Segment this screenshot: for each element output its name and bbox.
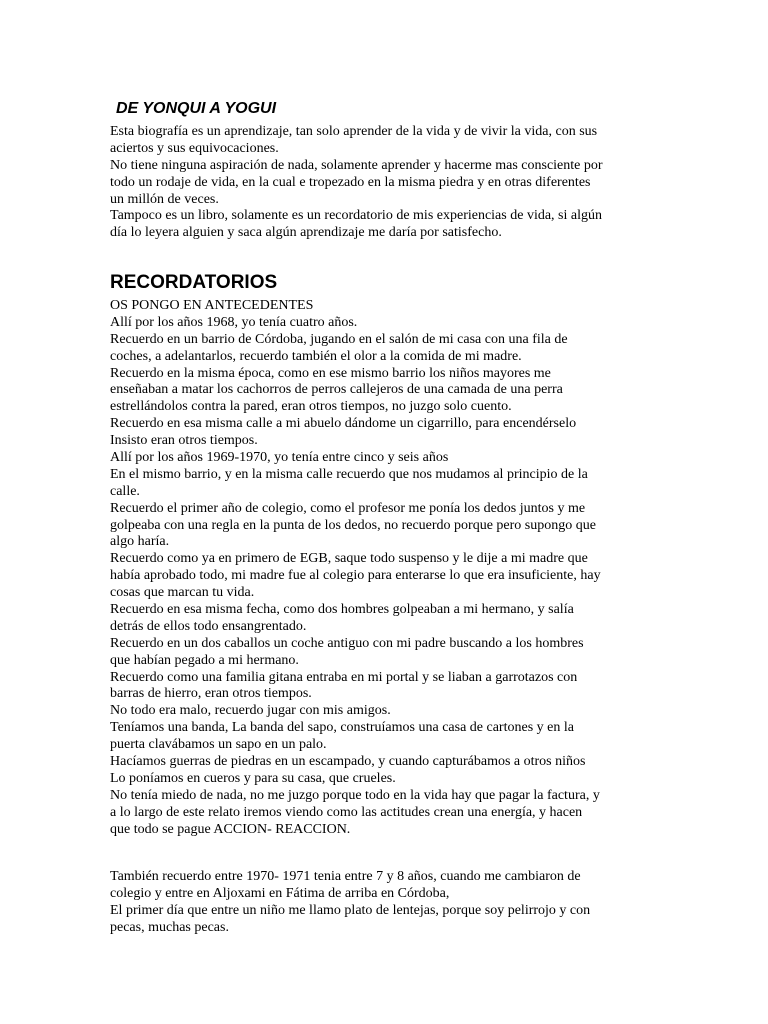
recordatorios-paragraph bbox=[110, 298, 601, 839]
text-line: No tiene ninguna aspiración de nada, solamente aprender y hacerme mas consciente por bbox=[110, 157, 603, 173]
text-line: Allí por los años 1968, yo tenía cuatro años. bbox=[110, 314, 358, 330]
text-line: OS PONGO EN ANTECEDENTES bbox=[110, 298, 314, 313]
text-line: todo un rodaje de vida, en la cual e tropezado en la misma piedra y en otras diferentes bbox=[110, 174, 591, 190]
text-line: detrás de ellos todo ensangrentado. bbox=[110, 618, 307, 634]
text-line: Recuerdo como una familia gitana entraba en mi portal y se liaban a garrotazos con bbox=[110, 669, 578, 685]
text-line: golpeaba con una regla en la punta de los dedos, no recuerdo porque pero supongo que bbox=[110, 517, 596, 533]
text-line: Lo poníamos en cueros y para su casa, que crueles. bbox=[110, 770, 396, 786]
text-line: Recuerdo en un barrio de Córdoba, jugando en el salón de mi casa con una fila de bbox=[110, 331, 568, 347]
text-line: coches, a adelantarlos, recuerdo también el olor a la comida de mi madre. bbox=[110, 348, 522, 364]
text-line: colegio y entre en Aljoxami en Fátima de arriba en Córdoba, bbox=[110, 885, 450, 901]
text-line: algo haría. bbox=[110, 534, 170, 550]
text-line: había aprobado todo, mi madre fue al colegio para enterarse lo que era insuficiente, hay bbox=[110, 568, 601, 584]
text-line: En el mismo barrio, y en la misma calle recuerdo que nos mudamos al principio de la bbox=[110, 466, 588, 482]
text-line: calle. bbox=[110, 483, 140, 499]
text-line: El primer día que entre un niño me llamo plato de lentejas, porque soy pelirrojo y con bbox=[110, 902, 591, 918]
intro-paragraph bbox=[110, 124, 603, 242]
text-line: día lo leyera alguien y saca algún aprendizaje me daría por satisfecho. bbox=[110, 225, 502, 241]
colegio-paragraph bbox=[110, 869, 590, 937]
text-line: Recuerdo en esa misma calle a mi abuelo dándome un cigarrillo, para encendérselo bbox=[110, 416, 577, 432]
document-title: DE YONQUI A YOGUI bbox=[116, 100, 277, 117]
text-line: enseñaban a matar los cachorros de perros callejeros de una camada de una perra bbox=[110, 382, 563, 398]
text-line: que habían pegado a mi hermano. bbox=[110, 652, 299, 668]
text-line: puerta clavábamos un sapo en un palo. bbox=[110, 737, 327, 753]
text-line: un millón de veces. bbox=[110, 191, 219, 207]
text-line: Hacíamos guerras de piedras en un escampado, y cuando capturábamos a otros niños bbox=[110, 754, 586, 770]
text-line: que todo se pague ACCION- REACCION. bbox=[110, 821, 351, 837]
section-title: RECORDATORIOS bbox=[110, 272, 278, 293]
text-line: No todo era malo, recuerdo jugar con mis amigos. bbox=[110, 703, 391, 719]
text-line: aciertos y sus equivocaciones. bbox=[110, 140, 279, 156]
text-line: Recuerdo en la misma época, como en ese mismo barrio los niños mayores me bbox=[110, 365, 551, 381]
text-line: Recuerdo como ya en primero de EGB, saque todo suspenso y le dije a mi madre que bbox=[110, 551, 588, 567]
text-line: Allí por los años 1969-1970, yo tenía entre cinco y seis años bbox=[110, 450, 449, 466]
text-line: Tampoco es un libro, solamente es un recordatorio de mis experiencias de vida, si algún bbox=[110, 208, 602, 224]
text-line: Esta biografía es un aprendizaje, tan solo aprender de la vida y de vivir la vida, con sus bbox=[110, 124, 598, 139]
text-line: No tenía miedo de nada, no me juzgo porque todo en la vida hay que pagar la factura, y bbox=[110, 787, 600, 803]
text-line: También recuerdo entre 1970- 1971 tenia entre 7 y 8 años, cuando me cambiaron de bbox=[110, 869, 581, 884]
text-line: pecas, muchas pecas. bbox=[110, 919, 229, 935]
text-line: Teníamos una banda, La banda del sapo, construíamos una casa de cartones y en la bbox=[110, 720, 574, 736]
text-line: a lo largo de este relato iremos viendo como las actitudes crean una energía, y hacen bbox=[110, 804, 583, 820]
text-line: Recuerdo el primer año de colegio, como el profesor me ponía los dedos juntos y me bbox=[110, 500, 586, 516]
text-line: estrellándolos contra la pared, eran otros tiempos, no juzgo solo cuento. bbox=[110, 399, 512, 415]
text-line: Recuerdo en un dos caballos un coche antiguo con mi padre buscando a los hombres bbox=[110, 635, 584, 651]
text-line: Recuerdo en esa misma fecha, como dos hombres golpeaban a mi hermano, y salía bbox=[110, 602, 574, 618]
text-line: Insisto eran otros tiempos. bbox=[110, 433, 258, 449]
text-line: barras de hierro, eran otros tiempos. bbox=[110, 686, 312, 702]
text-line: cosas que marcan tu vida. bbox=[110, 585, 255, 601]
